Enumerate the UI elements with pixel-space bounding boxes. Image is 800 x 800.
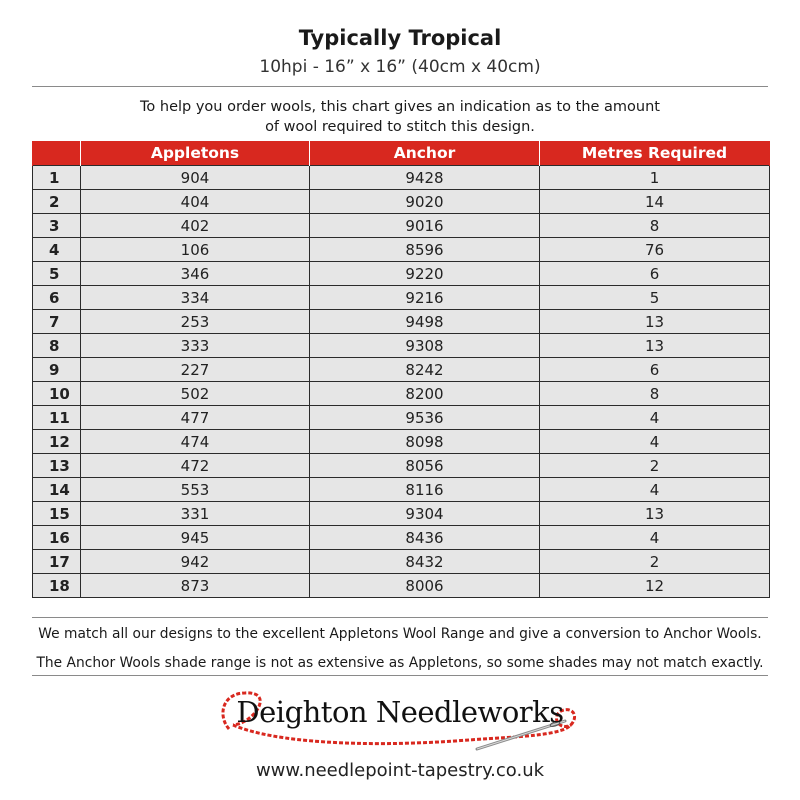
metres-cell: 8: [540, 382, 770, 406]
page-title: Typically Tropical: [298, 26, 502, 50]
anchor-cell: 9536: [310, 406, 540, 430]
row-number-cell: 12: [33, 430, 81, 454]
table-row: [33, 358, 770, 382]
appletons-cell: 945: [81, 526, 310, 550]
row-number-cell: 1: [33, 166, 81, 190]
row-number-cell: 11: [33, 406, 81, 430]
metres-cell: 2: [540, 454, 770, 478]
table-header-row: [33, 141, 770, 166]
appletons-cell: 106: [81, 238, 310, 262]
appletons-cell: 904: [81, 166, 310, 190]
table-row: [33, 550, 770, 574]
anchor-cell: 9428: [310, 166, 540, 190]
column-header-metres: Metres Required: [540, 141, 770, 166]
anchor-cell: 9216: [310, 286, 540, 310]
appletons-cell: 334: [81, 286, 310, 310]
row-number-cell: 17: [33, 550, 81, 574]
deighton-logo: [215, 685, 585, 755]
metres-cell: 13: [540, 502, 770, 526]
appletons-cell: 472: [81, 454, 310, 478]
table-row: [33, 382, 770, 406]
column-header-number: [33, 141, 81, 166]
note-line-2: The Anchor Wools shade range is not as extensive as Appletons, so some shades may not match exactly.: [36, 655, 764, 671]
wool-table: [32, 141, 770, 598]
appletons-cell: 474: [81, 430, 310, 454]
row-number-cell: 6: [33, 286, 81, 310]
metres-cell: 4: [540, 406, 770, 430]
appletons-cell: 402: [81, 214, 310, 238]
note-line-1: We match all our designs to the excellent Appletons Wool Range and give a conversion to Anchor Wools.: [38, 626, 762, 642]
row-number-cell: 4: [33, 238, 81, 262]
metres-cell: 8: [540, 214, 770, 238]
intro-line-1: To help you order wools, this chart gives an indication as to the amount: [140, 99, 660, 115]
row-number-cell: 10: [33, 382, 81, 406]
metres-cell: 4: [540, 430, 770, 454]
metres-cell: 13: [540, 334, 770, 358]
appletons-cell: 331: [81, 502, 310, 526]
metres-cell: 2: [540, 550, 770, 574]
row-number-cell: 14: [33, 478, 81, 502]
appletons-cell: 346: [81, 262, 310, 286]
anchor-cell: 9308: [310, 334, 540, 358]
website-url[interactable]: www.needlepoint-tapestry.co.uk: [255, 760, 545, 781]
anchor-cell: 8242: [310, 358, 540, 382]
column-header-anchor: Anchor: [310, 141, 540, 166]
row-number-cell: 2: [33, 190, 81, 214]
table-row: [33, 310, 770, 334]
logo-text: Deighton Needleworks: [236, 695, 564, 729]
intro-line-2: of wool required to stitch this design.: [265, 119, 535, 135]
row-number-cell: 18: [33, 574, 81, 598]
table-row: [33, 166, 770, 190]
anchor-cell: 8596: [310, 238, 540, 262]
anchor-cell: 8432: [310, 550, 540, 574]
metres-cell: 4: [540, 478, 770, 502]
row-number-cell: 15: [33, 502, 81, 526]
top-divider: [32, 86, 768, 87]
metres-cell: 12: [540, 574, 770, 598]
table-row: [33, 238, 770, 262]
appletons-cell: 502: [81, 382, 310, 406]
anchor-cell: 9498: [310, 310, 540, 334]
column-header-appletons: Appletons: [81, 141, 310, 166]
appletons-cell: 873: [81, 574, 310, 598]
metres-cell: 6: [540, 358, 770, 382]
anchor-cell: 8116: [310, 478, 540, 502]
table-row: [33, 574, 770, 598]
appletons-cell: 477: [81, 406, 310, 430]
appletons-cell: 253: [81, 310, 310, 334]
appletons-cell: 404: [81, 190, 310, 214]
table-row: [33, 262, 770, 286]
metres-cell: 14: [540, 190, 770, 214]
anchor-cell: 8200: [310, 382, 540, 406]
row-number-cell: 16: [33, 526, 81, 550]
table-body: [33, 166, 770, 598]
table-row: [33, 478, 770, 502]
table-row: [33, 286, 770, 310]
table-row: [33, 214, 770, 238]
anchor-cell: 9304: [310, 502, 540, 526]
metres-cell: 6: [540, 262, 770, 286]
table-row: [33, 430, 770, 454]
anchor-cell: 8006: [310, 574, 540, 598]
metres-cell: 1: [540, 166, 770, 190]
anchor-cell: 9220: [310, 262, 540, 286]
anchor-cell: 8098: [310, 430, 540, 454]
appletons-cell: 227: [81, 358, 310, 382]
metres-cell: 4: [540, 526, 770, 550]
table-row: [33, 190, 770, 214]
row-number-cell: 3: [33, 214, 81, 238]
metres-cell: 13: [540, 310, 770, 334]
table-row: [33, 406, 770, 430]
table-row: [33, 334, 770, 358]
metres-cell: 5: [540, 286, 770, 310]
row-number-cell: 9: [33, 358, 81, 382]
anchor-cell: 9020: [310, 190, 540, 214]
appletons-cell: 333: [81, 334, 310, 358]
row-number-cell: 8: [33, 334, 81, 358]
anchor-cell: 9016: [310, 214, 540, 238]
appletons-cell: 942: [81, 550, 310, 574]
notes-top-divider: [32, 617, 768, 618]
notes-bottom-divider: [32, 675, 768, 676]
anchor-cell: 8056: [310, 454, 540, 478]
anchor-cell: 8436: [310, 526, 540, 550]
appletons-cell: 553: [81, 478, 310, 502]
table-row: [33, 526, 770, 550]
intro-text: [0, 97, 800, 137]
table-row: [33, 454, 770, 478]
row-number-cell: 7: [33, 310, 81, 334]
page-subtitle: 10hpi - 16” x 16” (40cm x 40cm): [259, 57, 541, 77]
metres-cell: 76: [540, 238, 770, 262]
table-row: [33, 502, 770, 526]
row-number-cell: 13: [33, 454, 81, 478]
row-number-cell: 5: [33, 262, 81, 286]
